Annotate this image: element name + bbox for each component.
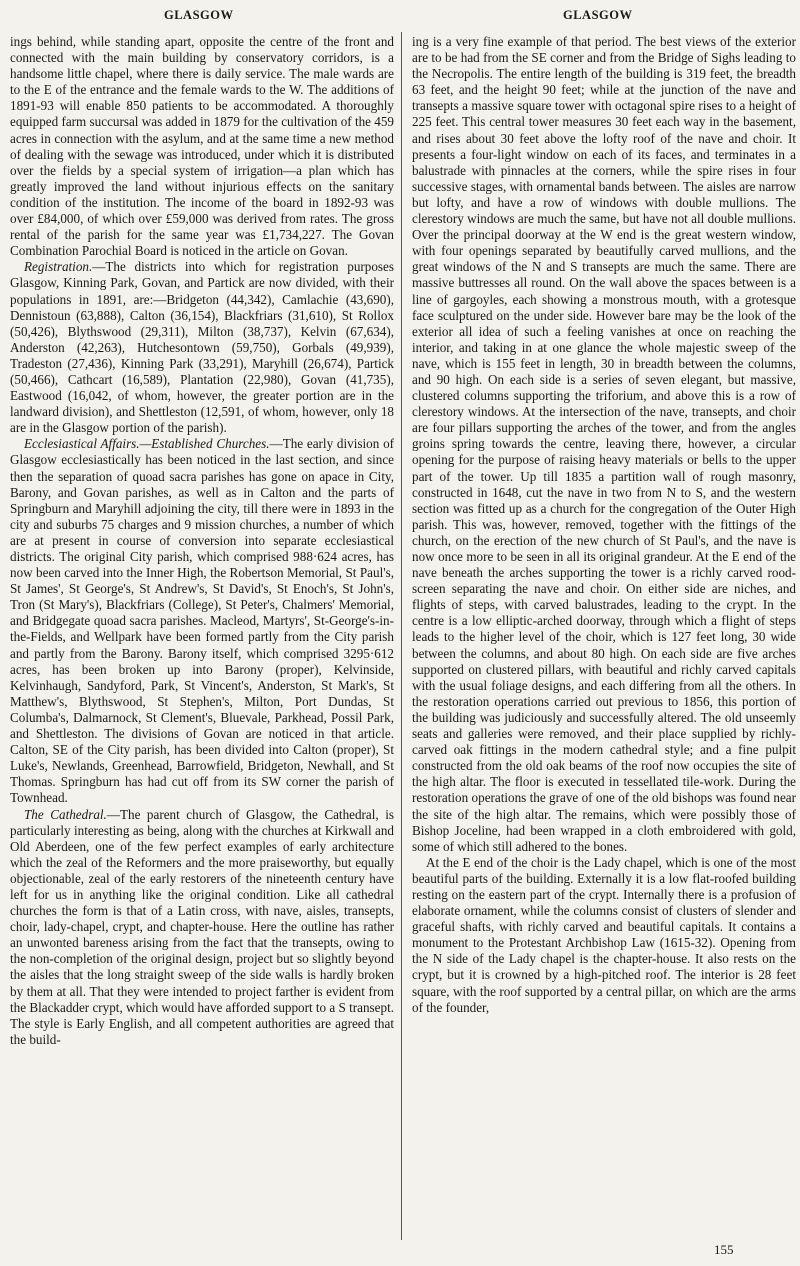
paragraph-text: —The early division of Glasgow ecclesiastically has been noticed in the last section, and since then the separation of quoad sacra parishes has gone on apace in City, Barony, and Govan parishes, as well as in Calton and the parts of Springburn and Maryhill adjoining the city, till there were in 1893 in the city and suburbs 75 charges and 9 mission churches, a number of which are at present in course of conversion into separate ecclesiastical districts. The original City parish, which comprised 988·624 acres, has now been carved into the Inner High, the Robertson Memorial, St Paul's, St James', St George's, St Andrew's, St David's, St Enoch's, St John's, Tron (St Mary's), Blackfriars (College), St Peter's, Chalmers' Memorial, and Bridgegate quoad sacra parishes. Macleod, Martyrs', St-George's-in-the-Fields, and Wellpark have been formed partly from the City parish and partly from the Barony. Barony itself, which comprised 3295·612 acres, has been broken up into Barony (proper), Kelvinside, Kelvinhaugh, Sandyford, Park, St Vincent's, Anderston, St Mark's, St Matthew's, Blythswood, St Stephen's, Milton, Port Dundas, St Columba's, Dalmarnock, St Clement's, Bluevale, Parkhead, Possil Park, and Shettleston. The divisions of Govan are noticed in that article. Calton, SE of the City parish, has been divided into Calton (proper), St Luke's, Newlands, Greenhead, Barrowfield, Bridgeton, Newhall, and St Thomas. Springburn has had cut off from its SW corner the parish of Townhead. — [10, 436, 395, 806]
section-lead: Ecclesiastical Affairs.—Established Churches. — [24, 436, 270, 452]
paragraph — [412, 855, 796, 1016]
paragraph-text: At the E end of the choir is the Lady chapel, which is one of the most beautiful parts of the building. Externally it is a low flat-roofed building resting on the eastern part of the crypt. Internally there is a profusion of elaborate ornament, while the columns consist of clusters of slender and graceful shafts, with richly carved and beautiful capitals. It contains a monument to the Protestant Archbishop Law (1615-32). Opening from the N side of the Lady chapel is the chapter-house. It also rests on the crypt, but it is crowned by a high-pitched roof. The interior is 28 feet square, with the roof supported by a central pillar, on which are the arms of the founder, — [412, 854, 796, 1015]
paragraph-text: —The districts into which for registration purposes Glasgow, Kinning Park, Govan, and Partick are now divided, with their populations in 1891, are:—Bridgeton (44,342), Camlachie (43,690), Dennistoun (63,888), Calton (36,154), Blackfriars (31,610), St Rollox (50,426), Blythswood (29,311), Milton (38,737), Kelvin (67,634), Anderston (42,263), Hutchesontown (59,750), Gorbals (49,939), Tradeston (27,436), Kinning Park (33,291), Maryhill (26,674), Partick (50,466), Cathcart (16,589), Plantation (22,980), Govan (41,735), Eastwood (16,042, of whom, however, the greater portion are in the landward division), and Shettleston (12,591, of whom, however, only 18 are in the Glasgow portion of the parish). — [10, 259, 394, 436]
paragraph-text: ings behind, while standing apart, opposite the centre of the front and connected with the main building by conservatory corridors, is a handsome little chapel, where there is daily service. The male wards are to the E of the entrance and the female wards to the W. The additions of 1891-93 will enable 850 patients to be accommodated. A thoroughly equipped farm succursal was added in 1879 for the cultivation of the 459 acres in connection with the asylum, and at the same time a new method of dealing with the sewage was introduced, under which it is distributed over the fields by a special system of irrigation—a plan which has greatly improved the land without injurious effects on the sanitary condition of the institution. The income of the board in 1892-93 was over £84,000, of which over £59,000 was derived from rates. The gross rental of the parish for the same year was £1,734,227. The Govan Combination Parochial Board is noticed in the article on Govan. — [10, 34, 394, 259]
paragraph-text: ing is a very fine example of that period. The best views of the exterior are to be had from the SE corner and from the Bridge of Sighs leading to the Necropolis. The entire length of the building is 319 feet, the breadth 63 feet, and the height 90 feet; while at the junction of the nave and transepts a massive square tower with octagonal spire rises to a height of 225 feet. This central tower measures 30 feet each way in the basement, and rises about 30 feet above the lofty roof of the nave and choir. It presents a four-light window on each of its faces, and terminates in a balustrade with pinnacles at the corners, while the spire rises in four successive stages, with ornamental bands between. The aisles are narrow but lofty, and have a row of windows with double mullions. The clerestory windows are much the same, but have not all double mullions. Over the principal doorway at the W end is the great western window, with four openings separated by beautifully carved mullions, and the great windows of the N and S transepts are much the same. There are massive buttresses all round. On the wall above the spaces between is a line of gargoyles, each showing a monstrous mouth, with a grotesque face sculptured on the under side. However bare may be the look of the exterior all idea of such a feeling vanishes at once on reaching the interior, and taking in at one glance the whole majestic sweep of the nave, which is 155 feet in length, 30 in breadth between the columns, and 90 high. On each side is a series of seven elegant, but massive, clustered columns supporting the triforium, and above this is a row of clerestory windows. At the intersection of the nave, transepts, and choir are four pillars supporting the arches of the tower, and from the angles groins spring towards the centre, leaving there, however, a circular opening for the purpose of raising heavy materials or bells to the upper part of the tower. Up till 1835 a partition wall of rough masonry, constructed in 1648, cut the nave in two from N to S, and the western section was fitted up as a church for the congregation of the Outer High parish. This was, however, removed, together with the fittings of the church, on the erection of the new church of St Paul's, and the nave is now once more to be seen in all its original grandeur. At the E end of the nave beneath the arches supporting the tower is a richly carved rood-screen separating the nave and choir. On either side are niches, and flights of steps, with carved balustrades, leading to the crypt. In the centre is a low elliptic-arched doorway, through which a flight of steps leads to the higher level of the choir, which is 127 feet long, 30 wide between the columns, and about 80 high. On each side are five arches supported on clustered pillars, with beautiful and richly carved capitals with the usual foliage designs, and each differing from all the others. In the restoration operations carried out previous to 1856, this portion of the building was judiciously and successfully altered. The old unseemly seats and galleries were removed, and their place supplied by richly-carved oak fittings in the modern cathedral style; and a fine pulpit constructed from the old oak beams of the roof now occupies the site of the high altar. The floor is executed in tessellated tile-work. During the restoration operations the grave of one of the old bishops was found near the site of the high altar. The remains, which were possibly those of Bishop Joceline, had been wrapped in a cloth embroidered with gold, some of which still adhered to the bones. — [412, 34, 796, 854]
paragraph — [10, 259, 394, 436]
column-divider — [401, 32, 402, 1240]
left-column — [10, 34, 394, 1048]
paragraph — [10, 436, 394, 806]
paragraph — [10, 34, 394, 259]
right-column — [412, 34, 796, 1016]
section-lead: The Cathedral. — [24, 806, 107, 822]
page-number: 155 — [714, 1242, 734, 1257]
paragraph — [412, 34, 796, 855]
paragraph — [10, 807, 394, 1048]
section-lead: Registration. — [24, 259, 93, 275]
running-head-right: GLASGOW — [563, 8, 633, 22]
running-head-left: GLASGOW — [164, 8, 234, 22]
paragraph-text: —The parent church of Glasgow, the Cathedral, is particularly interesting as being, along with the churches at Kirkwall and Old Aberdeen, one of the few perfect examples of early architecture which the zeal of the Reformers and the more praiseworthy, but equally objectionable, zeal of the early restorers of the nineteenth century have left for us in anything like the original condition. Like all cathedral churches the form is that of a Latin cross, with nave, aisles, transepts, choir, lady-chapel, crypt, and chapter-house. Here the outline has rather an unwonted bareness arising from the fact that the transepts, owing to the non-completion of the original design, project but so slightly beyond the aisles that the long straight sweep of the side walls is hardly broken by them at all. That they were intended to project farther is evident from the Blackadder crypt, which would have afforded support to a S transept. The style is Early English, and all competent authorities are agreed that the build- — [10, 806, 395, 1047]
